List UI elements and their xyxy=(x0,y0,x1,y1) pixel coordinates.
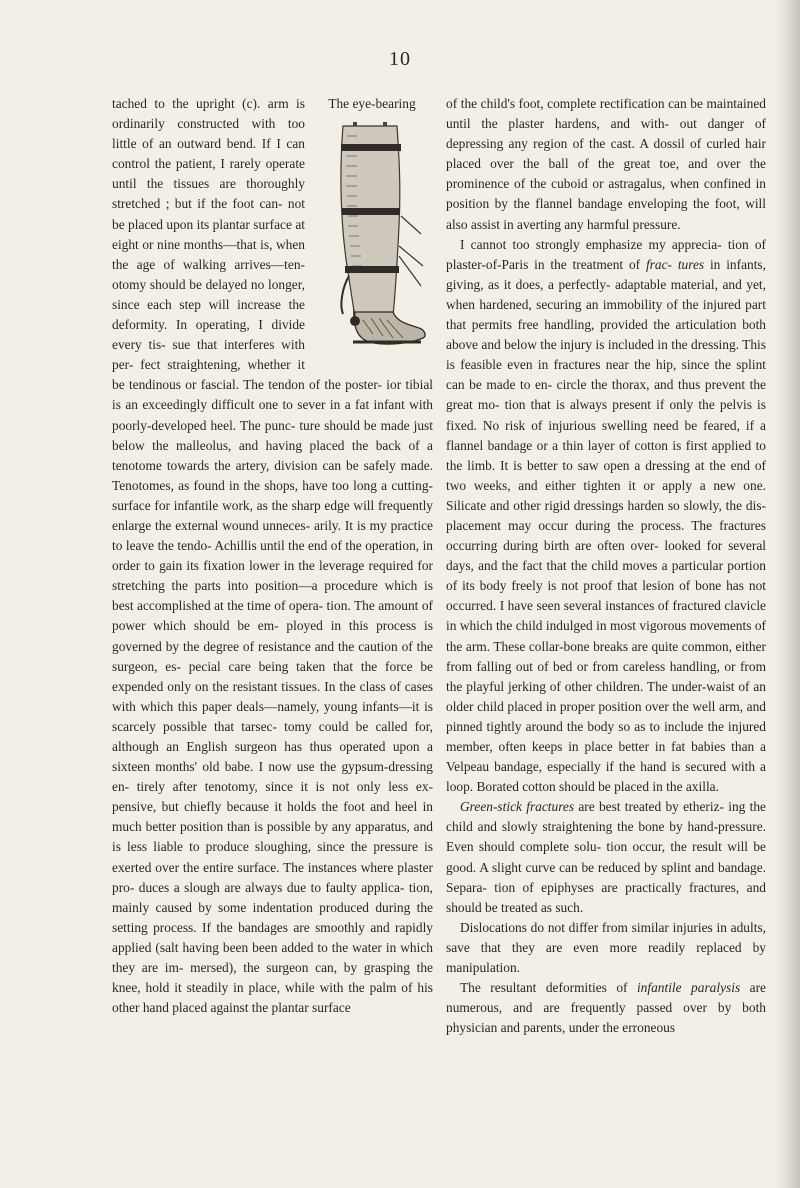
right-paragraph-2-em: frac- tures xyxy=(645,256,705,272)
left-paragraph-1: tached to the upright (c). arm is ordinarily constructed with too little of an outward bend. If I can control the patient, I rarely operate until the tissues are thoroughly stretched ; but if the foot can- not be placed upon its plantar surface at eight or nine months—that is, when the age of walking arrives—ten- otomy should be delayed no longer, since each step will increase the deformity. In operating, I divide every tis- sue that interferes with per- fect straightening, whether it be tendinous or fascial. The tendon of the poster- ior tibial is an exceedingly difficult one to sever in a fat infant with poorly-developed heel. The punc- ture should be made just below the malleolus, and having placed the back of a tenotome towards the artery, division can be safely made. Tenotomes, as found in the shops, have too long a cutting- surface for infantile work, as the sharp edge will frequently enlarge the external wound unneces- arily. It is my practice to leave the tendo- Achillis until the end of the operation, in order to gain its fixation lower in the leverage required for stretching the parts into position—a procedure which is best accomplished at the time of opera- tion. The amount of power which should be em- ployed in this process is governed by the degree of resistance and the caution of the surgeon, es- pecial care being taken that the force be expended only on the resistant tissues. In the class of cases with which this paper deals—namely, young infants—it is scarcely possible that tarsec- tomy could be called for, although an English surgeon has thus operated upon a sixteen months' old babe. I now use the gypsum-dressing en- tirely after tenotomy, since it is not only less ex- pensive, but chiefly because it holds the foot and heel in much better position than is possible by any apparatus, and is less liable to produce sloughing, since the pressure is exerted over the entire surface. The instances where plaster pro- duces a slough are always due to faulty applica- tion, mainly caused by some indentation produced during the setting process. If the bandages are smoothly and rapidly applied (salt having been been added to the water in which they are im- mersed), the surgeon can, by grasping the knee, hold it steadily in place, while with the palm of his other hand placed against the plantar surface xyxy=(112,96,433,1016)
leg-brace-engraving xyxy=(313,116,431,356)
right-paragraph-2 xyxy=(446,235,766,798)
page-edge-shadow xyxy=(774,0,800,1188)
right-paragraph-1: of the child's foot, complete rectification can be maintained until the plaster hardens, and with- out danger of depressing any region of the cast. A dossil of curled hair placed over the ball of the great toe, and over the prominence of the cuboid or astragalus, when confined in position by the flannel bandage enveloping the foot, will also assist in averting any harmful pressure. xyxy=(446,96,766,232)
right-paragraph-3-post: are best treated by etheriz- ing the child and slowly straightening the bone by hand-pressure. Even should complete solu- tion occur, the result will be good. A slight curve can be reduced by splint and bandage. Separa- tion of epiphyses are practically fractures, and should be treated as such. xyxy=(446,799,766,915)
right-paragraph-5-pre: The resultant deformities of xyxy=(460,980,637,996)
left-column xyxy=(112,94,433,1018)
figure-brace-illustration xyxy=(311,94,433,362)
right-paragraph-2-pre: I cannot too strongly emphasize my apprecia- tion of plaster-of-Paris in the treatment of xyxy=(446,236,766,272)
right-paragraph-5-em: infantile paralysis xyxy=(636,980,741,996)
right-paragraph-5 xyxy=(446,978,766,1038)
right-paragraph-3-em: Green-stick fractures xyxy=(460,799,575,815)
right-paragraph-2-post: in infants, giving, as it does, a perfectly- adaptable material, and yet, when hardened, securing an immobility of the injured part that permits free handling, provided the articulation both above and below the injury is included in the dressing. This is feasible even in fractures near the hip, since the splint can be made to en- circle the thorax, and thus prevent the great mo- tion that is always present if only the pelvis is fixed. No risk of injurious swelling need be feared, if a flannel bandage or a thin layer of cotton is first applied to the limb. It is better to saw open a dressing at the end of two weeks, and either tighten it or apply a new one. Silicate and other rigid dressings harden so slowly, the dis- placement may occur during the process. The fractures occurring during birth are often over- looked for several days, and the fact that the child moves a particular portion of its body freely is not proof that lesion of bone has not occurred. I have seen several instances of fractured clavicle in which the child indulged in most vigorous movements of the arm. These collar-bone breaks are quite common, either from falling out of bed or from careless handling, or from the playful jerking of other children. The under-waist of an older child placed in proper position over the well arm, and pinned tightly around the body so as to include the injured member, often keeps in place better in fat babies than a Velpeau bandage, especially if the hand is secured with a loop. Borated cotton should be placed in the axilla. xyxy=(446,256,766,795)
figure-caption: The eye-bearing xyxy=(328,96,416,111)
page-number: 10 xyxy=(389,48,411,70)
right-paragraph-4: Dislocations do not differ from similar injuries in adults, save that they are even more readily replaced by manipulation. xyxy=(446,919,766,976)
right-paragraph-5-post: are numerous, and are frequently passed over by both physician and parents, under the erroneous xyxy=(446,980,766,1036)
right-paragraph-3 xyxy=(446,797,766,918)
right-column xyxy=(446,94,766,1038)
